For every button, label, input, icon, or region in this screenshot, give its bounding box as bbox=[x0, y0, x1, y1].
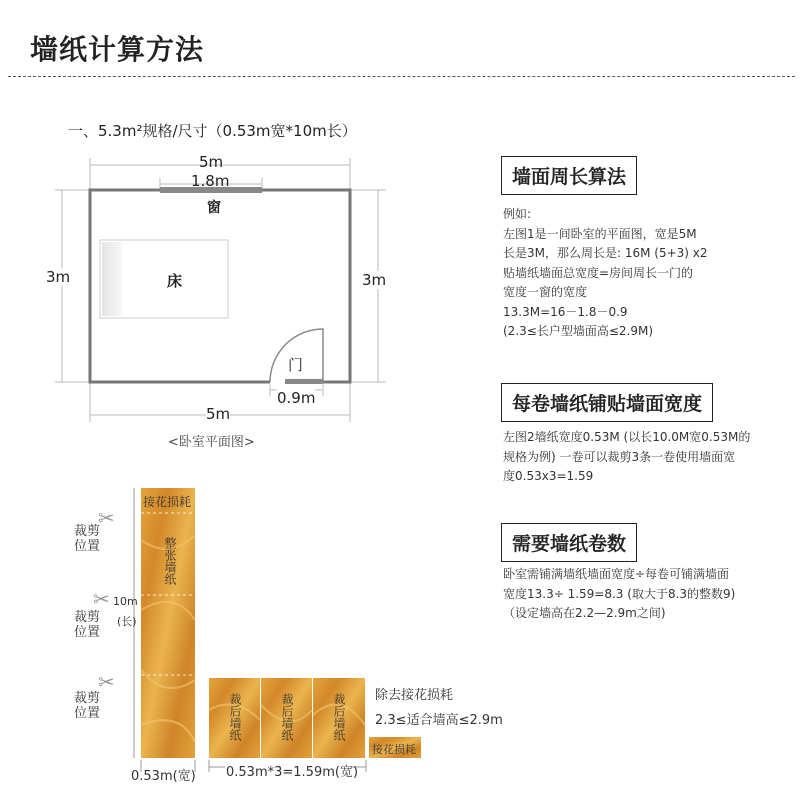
bed-label: 床 bbox=[167, 272, 183, 290]
floor-plan-subtitle: 一、5.3m²规格/尺寸（0.53m宽*10m长） bbox=[68, 122, 357, 140]
roll-count-text bbox=[503, 565, 735, 624]
perimeter-line: 左图1是一间卧室的平面图，宽是5M bbox=[503, 226, 697, 241]
roll-width-text bbox=[503, 428, 750, 487]
perimeter-line: (2.3≤长户型墙面高≤2.9M) bbox=[503, 324, 653, 338]
roll-count-line: 宽度13.3÷ 1.59=8.3 (取大于8.3的整数9) bbox=[503, 586, 736, 601]
perimeter-line: 长是3M，那么周长是: 16M (5+3) x2 bbox=[503, 246, 708, 260]
remove-loss-label: 除去接花损耗 bbox=[375, 688, 454, 703]
floor-plan-caption: <卧室平面图> bbox=[168, 435, 255, 450]
cut-strip-label: 裁后墙纸 bbox=[228, 693, 242, 741]
roll-width-heading: 每卷墙纸铺贴墙面宽度 bbox=[501, 383, 713, 422]
roll-width-line: 规格为例) 一卷可以裁剪3条一卷使用墙面宽 bbox=[503, 449, 736, 464]
page-title: 墙纸计算方法 bbox=[30, 33, 205, 66]
cut-strip-label: 裁后墙纸 bbox=[280, 693, 294, 741]
right-height-label: 3m bbox=[362, 271, 387, 289]
window-width-label: 1.8m bbox=[191, 172, 230, 190]
cut-position-label: 裁剪位置 bbox=[74, 610, 101, 640]
perimeter-line: 贴墙纸墙面总宽度=房间周长一门的 bbox=[503, 265, 694, 280]
door-label: 门 bbox=[288, 356, 304, 374]
perimeter-text bbox=[503, 205, 708, 342]
length-paren-label: (长) bbox=[117, 615, 137, 628]
cut-strip-label: 裁后墙纸 bbox=[332, 693, 346, 741]
perimeter-line: 宽度一窗的宽度 bbox=[503, 285, 588, 299]
roll-count-heading: 需要墙纸卷数 bbox=[501, 523, 637, 562]
scissors-icon: ✂ bbox=[93, 587, 110, 611]
roll-width-line: 度0.53x3=1.59 bbox=[503, 469, 594, 483]
full-roll-label: 整张墙纸 bbox=[163, 537, 177, 585]
perimeter-line: 13.3M=16－1.8－0.9 bbox=[503, 304, 628, 319]
bed-pillow bbox=[102, 242, 122, 316]
roll-width-label: 0.53m(宽) bbox=[131, 769, 196, 784]
perimeter-line: 例如: bbox=[503, 207, 532, 221]
scissors-icon: ✂ bbox=[98, 506, 115, 530]
top-width-label: 5m bbox=[199, 153, 224, 171]
roll-count-line: 卧室需铺满墙纸墙面宽度÷每卷可铺满墙面 bbox=[503, 567, 730, 581]
pattern-loss-top-label: 接花损耗 bbox=[143, 495, 192, 509]
window-label: 窗 bbox=[207, 200, 221, 216]
length-label: 10m bbox=[113, 595, 138, 608]
title-divider bbox=[8, 76, 795, 77]
pattern-loss-bottom-label: 接花损耗 bbox=[372, 743, 416, 756]
full-roll-strip bbox=[141, 488, 195, 758]
roll-count-line: （设定墙高在2.2—2.9m之间) bbox=[503, 606, 666, 620]
door-width-label: 0.9m bbox=[277, 389, 316, 407]
roll-width-line: 左图2墙纸宽度0.53M (以长10.0M宽0.53M的 bbox=[503, 430, 751, 444]
scissors-icon: ✂ bbox=[98, 670, 115, 694]
cut-position-label: 裁剪位置 bbox=[74, 691, 101, 721]
strips-width-label: 0.53m*3=1.59m(宽) bbox=[226, 765, 359, 780]
cut-position-label: 裁剪位置 bbox=[74, 524, 101, 554]
perimeter-heading: 墙面周长算法 bbox=[501, 156, 637, 195]
bottom-width-label: 5m bbox=[206, 405, 231, 423]
left-height-label: 3m bbox=[46, 268, 71, 286]
height-range-label: 2.3≤适合墙高≤2.9m bbox=[375, 713, 503, 728]
